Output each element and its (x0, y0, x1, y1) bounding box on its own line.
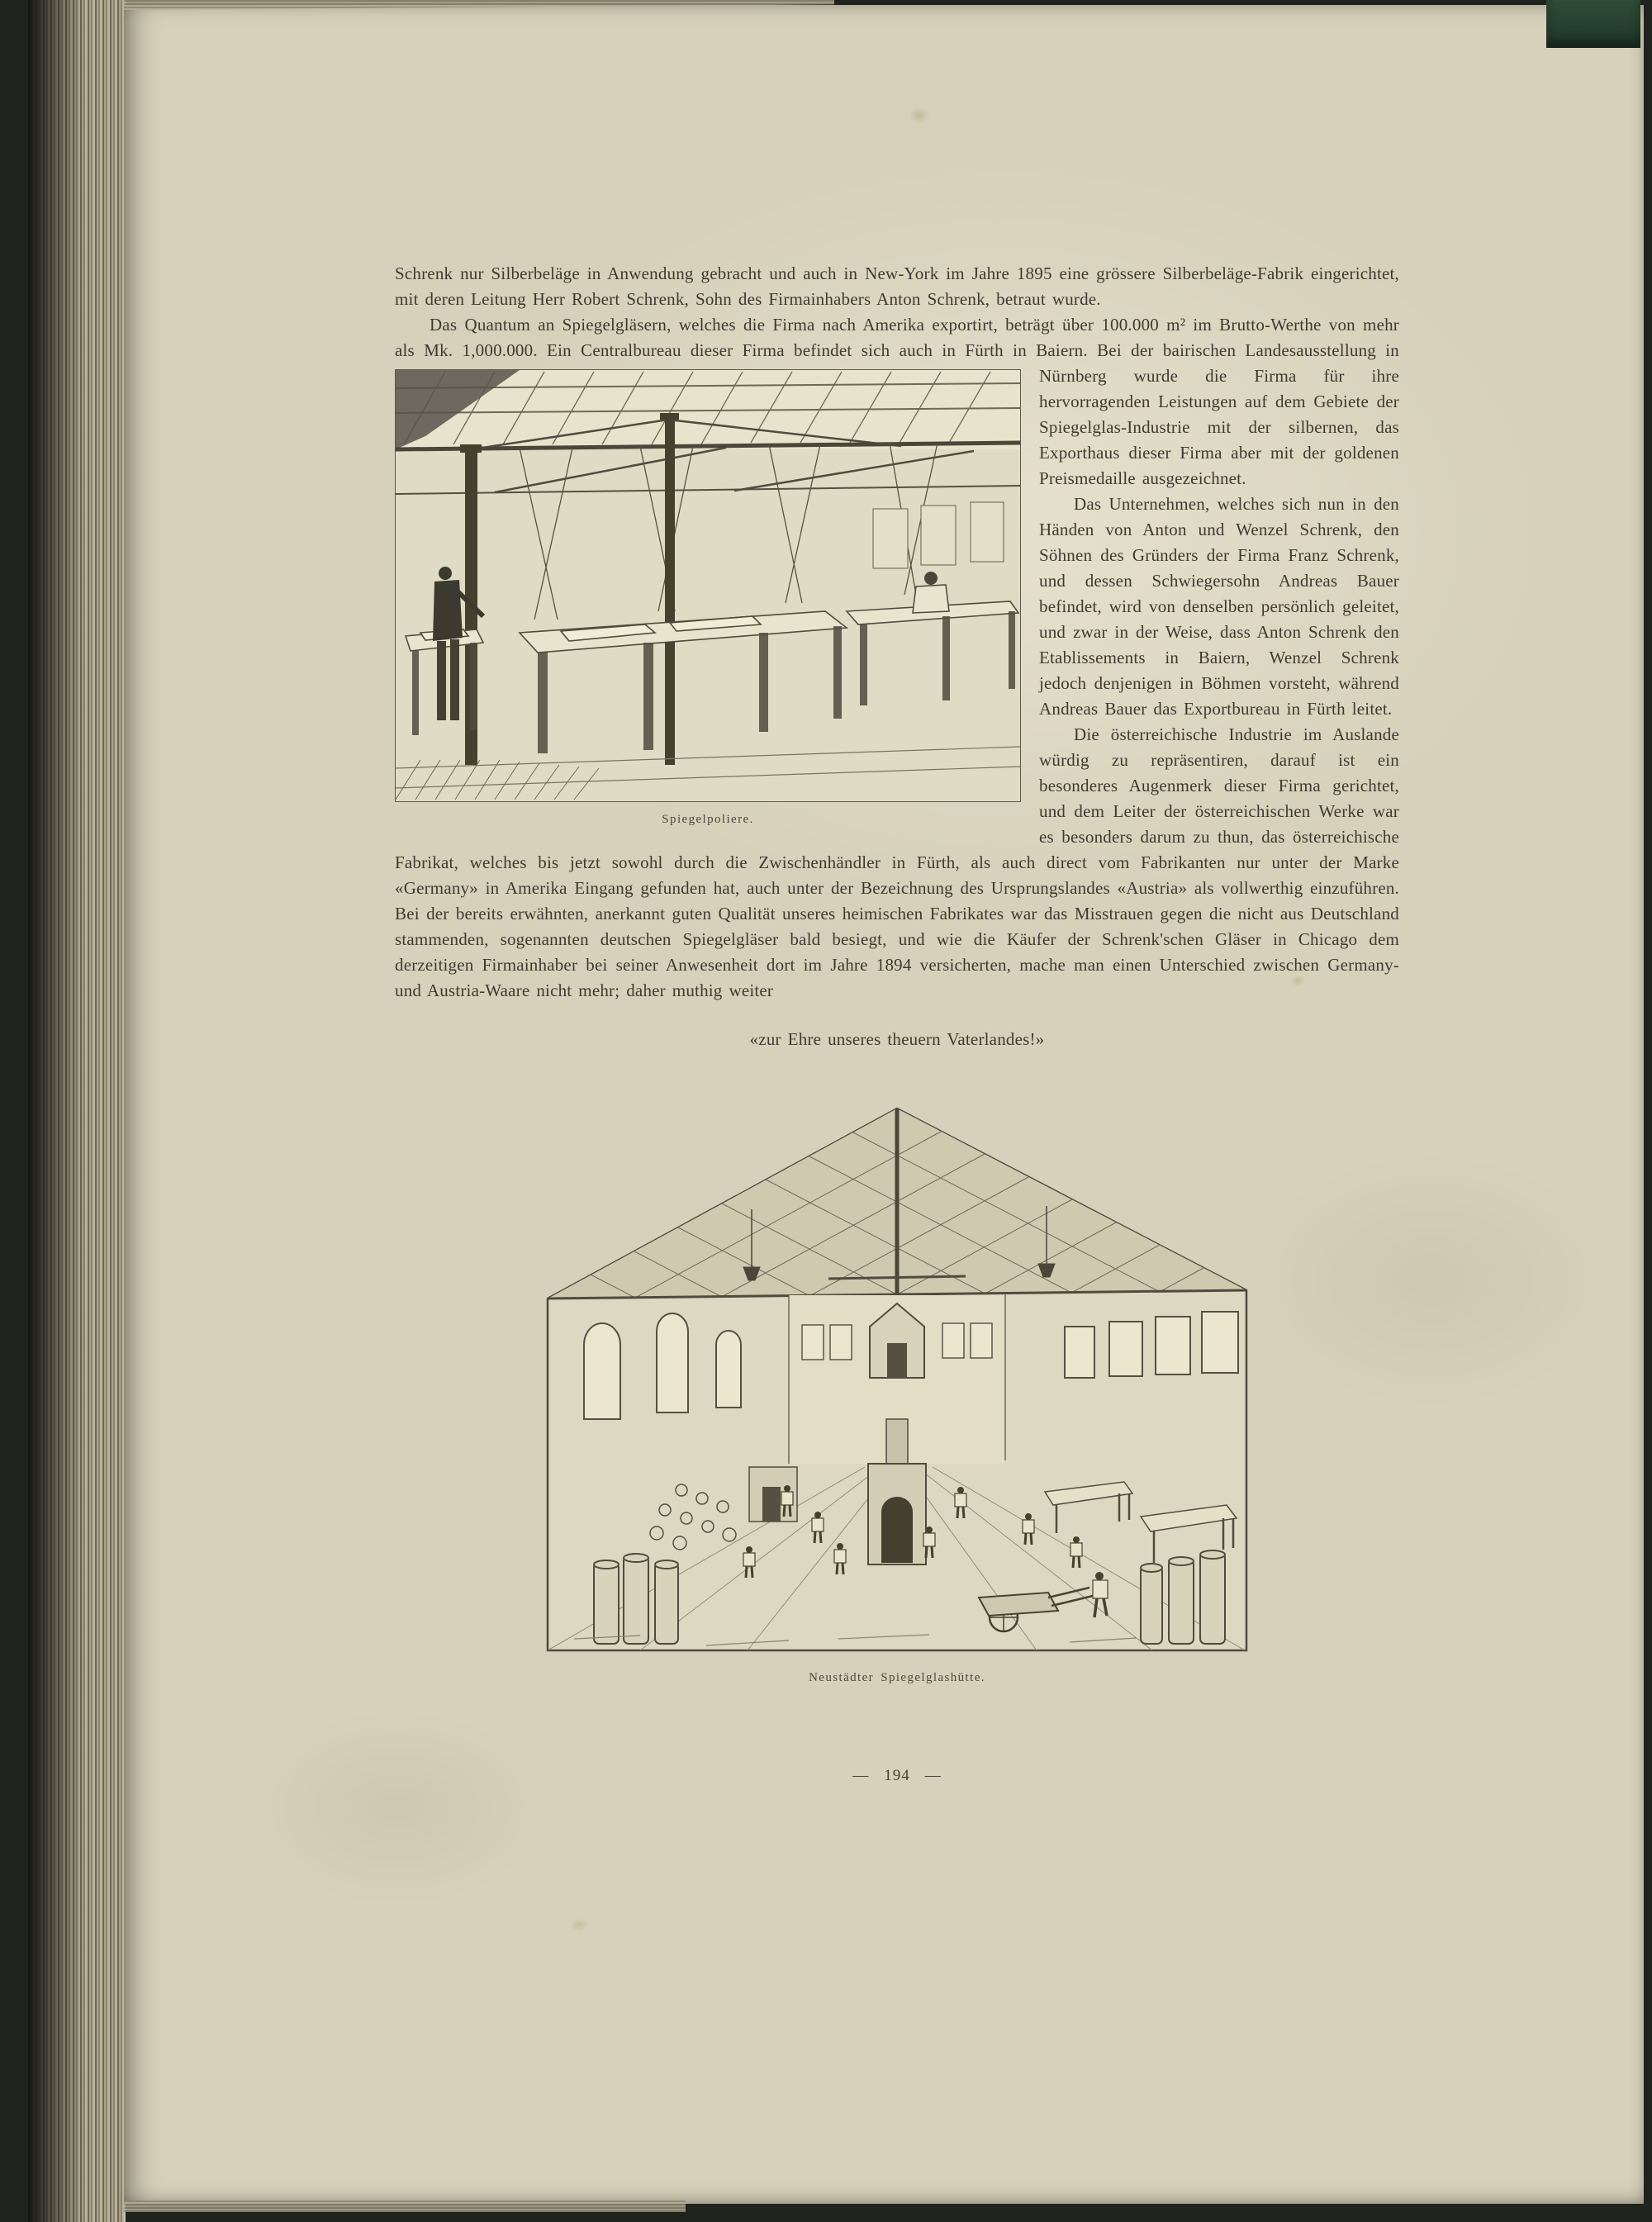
book-page-edges (28, 0, 126, 2222)
engraving-glassworks-hall (541, 1104, 1253, 1657)
paragraph-2-rest: in Baiern. Bei der bairischen Landesausstellung in Nürnberg wurde die Firma für ihre hervorragenden Leistungen auf dem Gebiete der Spiegelglas-Industrie mit der silbernen, das Exporthaus dieser Firma aber mit der goldenen Preismedaille ausgezeichnet. (1013, 340, 1399, 488)
figure-glashuette (541, 1104, 1253, 1685)
paragraph-2-lead: Das Quantum an Spiegelgläsern, welches die Firma nach Amerika exportirt, beträgt über 100.000 m² im Brutto-Werthe von mehr als Mk. 1,000.000. Ein Centralbureau dieser Firma befindet sich auch in Fürth (395, 315, 1399, 360)
book-page (124, 5, 1644, 2204)
page-number (395, 1763, 1399, 1788)
figure-caption: Spiegelpoliere. (662, 813, 754, 826)
glass-cylinders-right (1141, 1550, 1225, 1644)
engraving-polishing-room (396, 370, 1020, 801)
paragraph-1: Schrenk nur Silberbeläge in Anwendung gebracht und auch in New-York im Jahre 1895 eine grössere Silberbeläge-Fabrik eingerichtet, mit deren Leitung Herr Robert Schrenk, Sohn des Firmainhabers Anton Schrenk, betraut wurde. (395, 264, 1399, 309)
paragraph-3: Das Unternehmen, welches sich nun in den Händen von Anton und Wenzel Schrenk, den Söhnen des Gründers der Firma Franz Schrenk, und dessen Schwiegersohn Andreas Bauer befindet, wird von denselben persönlich geleitet, und zwar in der Weise, dass Anton Schrenk den Etablissements in Baiern, Wenzel Schrenk jedoch denjenigen in Böhmen vorsteht, während Andreas Bauer das Exportbureau in Fürth leitet. (1039, 494, 1399, 719)
figure-spiegelpoliere (395, 369, 1021, 827)
paragraph-4: Die österreichische Industrie im Auslande würdig zu repräsentiren, darauf ist ein besonderes Augenmerk dieser Firma gerichtet, und dem Leiter der österreichischen Werke war es besonders darum zu thun, das österreichische Fabrikat, welches bis jetzt sowohl durch die Zwischenhändler in Fürth, als auch direct vom Fabrikanten nur unter der Marke «Germany» in Amerika Eingang gefunden hat, auch unter der Bezeichnung des Ursprungslandes «Austria» als vollwerthig einzuführen. Bei der bereits erwähnten, anerkannt guten Qualität unseres heimischen Fabrikates war das Misstrauen gegen die nicht aus Deutschland stammenden, sogenannten deutschen Spiegelgläser bald besiegt, und wie die Käufer der Schrenk'schen Gläser in Chicago dem derzeitigen Firmainhaber bei seiner Anwesenheit dort im Jahre 1894 versicherten, mache man einen Unterschied zwischen Germany- und Austria-Waare nicht mehr; daher muthig weiter (395, 724, 1399, 1000)
glass-cylinders-left (594, 1554, 678, 1644)
book-bottom-edges (124, 2201, 686, 2212)
page-number-dash: — (924, 1767, 942, 1784)
back-wall-windows (873, 502, 1004, 568)
motto-line: «zur Ehre unseres theuern Vaterlandes!» (749, 1029, 1045, 1049)
page-text-block (395, 261, 1399, 1788)
illustration-polishing-room (395, 369, 1021, 802)
bookmark-label (1546, 0, 1640, 48)
foxing-spot (570, 1918, 588, 1931)
foxing-spot (909, 107, 930, 124)
page-number-value: 194 (884, 1767, 910, 1784)
figure-caption: Neustädter Spiegelglashütte. (809, 1671, 985, 1684)
illustration-glassworks-hall (541, 1104, 1253, 1657)
page-number-dash: — (852, 1767, 870, 1784)
